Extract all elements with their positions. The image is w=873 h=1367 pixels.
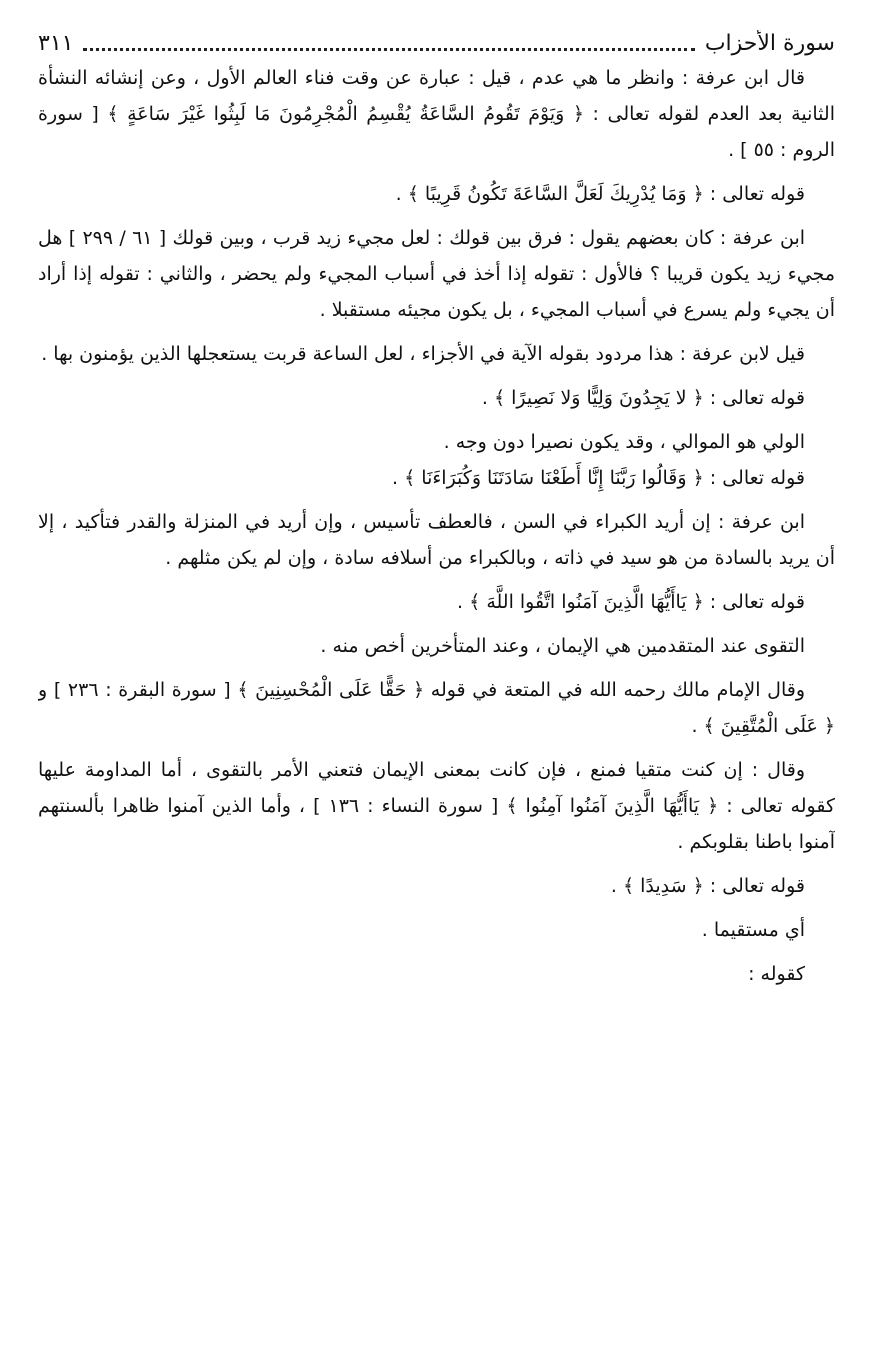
quran-verse: ﴿ عَلَى الْمُتَّقِينَ ﴾ bbox=[703, 715, 835, 737]
paragraph-text: ابن عرفة : كان بعضهم يقول : فرق بين قولك : لعل مجيء زيد قرب ، وبين قولك [ ٦١ / ٢٩٩ ] هل مجيء زيد يكون قريبا ؟ فالأول : تقوله إذا أخذ في أسباب المجيء ولم يحضر ، والثاني : تقوله إذا أراد أن يجيء ولم يسرع في أسباب المجيء ، بل يكون مجيئه مستقبلا . bbox=[38, 227, 835, 321]
paragraph bbox=[38, 504, 835, 576]
citation: . bbox=[457, 591, 470, 613]
quran-verse: ﴿ يَاأَيُّهَا الَّذِينَ آمَنُوا اتَّقُوا اللَّهَ ﴾ bbox=[469, 591, 704, 613]
citation: . bbox=[392, 467, 405, 489]
paragraph-text: قوله تعالى : bbox=[703, 467, 805, 489]
citation: [ سورة النساء : ١٣٦ ] ، وأما الذين آمنوا ظاهرا بألسنتهم آمنوا باطنا بقلوبكم . bbox=[38, 795, 835, 853]
quran-verse: ﴿ وَقَالُوا رَبَّنَا إِنَّا أَطَعْنَا سَادَتَنَا وَكُبَرَاءَنَا ﴾ bbox=[404, 467, 704, 489]
paragraph bbox=[38, 672, 835, 744]
paragraph-text: قوله تعالى : bbox=[703, 387, 805, 409]
surah-title: سورة الأحزاب bbox=[704, 31, 835, 56]
citation: . bbox=[481, 387, 494, 409]
paragraph bbox=[38, 176, 835, 212]
quran-verse: ﴿ لا يَجِدُونَ وَلِيًّا وَلا نَصِيرًا ﴾ bbox=[493, 387, 704, 409]
paragraph bbox=[38, 424, 835, 460]
citation: . bbox=[395, 183, 408, 205]
paragraph bbox=[38, 460, 835, 496]
paragraph bbox=[38, 220, 835, 328]
paragraph-text: وقال الإمام مالك رحمه الله في المتعة في قوله bbox=[424, 679, 806, 701]
citation: . bbox=[691, 715, 704, 737]
dotted-leader bbox=[83, 48, 694, 51]
quran-verse: ﴿ يَاأَيُّهَا الَّذِينَ آمَنُوا آمِنُوا ﴾ bbox=[506, 795, 719, 817]
quran-verse: ﴿ وَمَا يُدْرِيكَ لَعَلَّ السَّاعَةَ تَكُونُ قَرِيبًا ﴾ bbox=[407, 183, 704, 205]
quran-verse: ﴿ سَدِيدًا ﴾ bbox=[622, 875, 704, 897]
paragraph-text: أي مستقيما . bbox=[701, 919, 805, 941]
paragraph bbox=[38, 336, 835, 372]
book-page bbox=[38, 30, 835, 1340]
page-body bbox=[38, 60, 835, 992]
citation: . bbox=[610, 875, 623, 897]
paragraph bbox=[38, 912, 835, 948]
paragraph-text: قال ابن عرفة : وانظر ما هي عدم ، قيل : عبارة عن وقت فناء العالم الأول ، وعن إنشائه النشأة الثانية بعد العدم لقوله تعالى : bbox=[38, 67, 835, 125]
paragraph-text: وقال : إن كنت متقيا فمنع ، فإن كانت بمعنى الإيمان فتعني الأمر بالتقوى ، أما المداومة عليها كقوله تعالى : bbox=[38, 759, 835, 817]
quran-verse: ﴿ حَقًّا عَلَى الْمُحْسِنِينَ ﴾ bbox=[237, 679, 425, 701]
paragraph bbox=[38, 380, 835, 416]
paragraph-text: الولي هو الموالي ، وقد يكون نصيرا دون وجه . bbox=[443, 431, 805, 453]
quran-verse: ﴿ وَيَوْمَ تَقُومُ السَّاعَةُ يُقْسِمُ الْمُجْرِمُونَ مَا لَبِثُوا غَيْرَ سَاعَةٍ ﴾ bbox=[107, 103, 584, 125]
paragraph bbox=[38, 60, 835, 168]
paragraph-text: التقوى عند المتقدمين هي الإيمان ، وعند المتأخرين أخص منه . bbox=[320, 635, 805, 657]
paragraph bbox=[38, 628, 835, 664]
citation: [ سورة البقرة : ٢٣٦ ] و bbox=[38, 679, 238, 701]
paragraph-text: كقوله : bbox=[748, 963, 805, 985]
paragraph-text: قوله تعالى : bbox=[703, 591, 805, 613]
paragraph-text: ابن عرفة : إن أريد الكبراء في السن ، فالعطف تأسيس ، وإن أريد في المنزلة والقدر فتأكيد ، إلا أن يريد بالسادة من هو سيد في ذاته ، وبالكبراء من أسلافه سادة ، وإن لم يكن مثلهم . bbox=[38, 511, 835, 569]
paragraph bbox=[38, 868, 835, 904]
paragraph-text: قوله تعالى : bbox=[703, 875, 805, 897]
paragraph bbox=[38, 584, 835, 620]
page-number: ٣١١ bbox=[38, 31, 74, 56]
paragraph-text: قوله تعالى : bbox=[703, 183, 805, 205]
paragraph-text: قيل لابن عرفة : هذا مردود بقوله الآية في الأجزاء ، لعل الساعة قربت يستعجلها الذين يؤمنون بها . bbox=[41, 343, 805, 365]
paragraph bbox=[38, 956, 835, 992]
paragraph bbox=[38, 752, 835, 860]
citation: [ سورة الروم : ٥٥ ] . bbox=[38, 103, 835, 161]
running-header bbox=[38, 30, 835, 58]
